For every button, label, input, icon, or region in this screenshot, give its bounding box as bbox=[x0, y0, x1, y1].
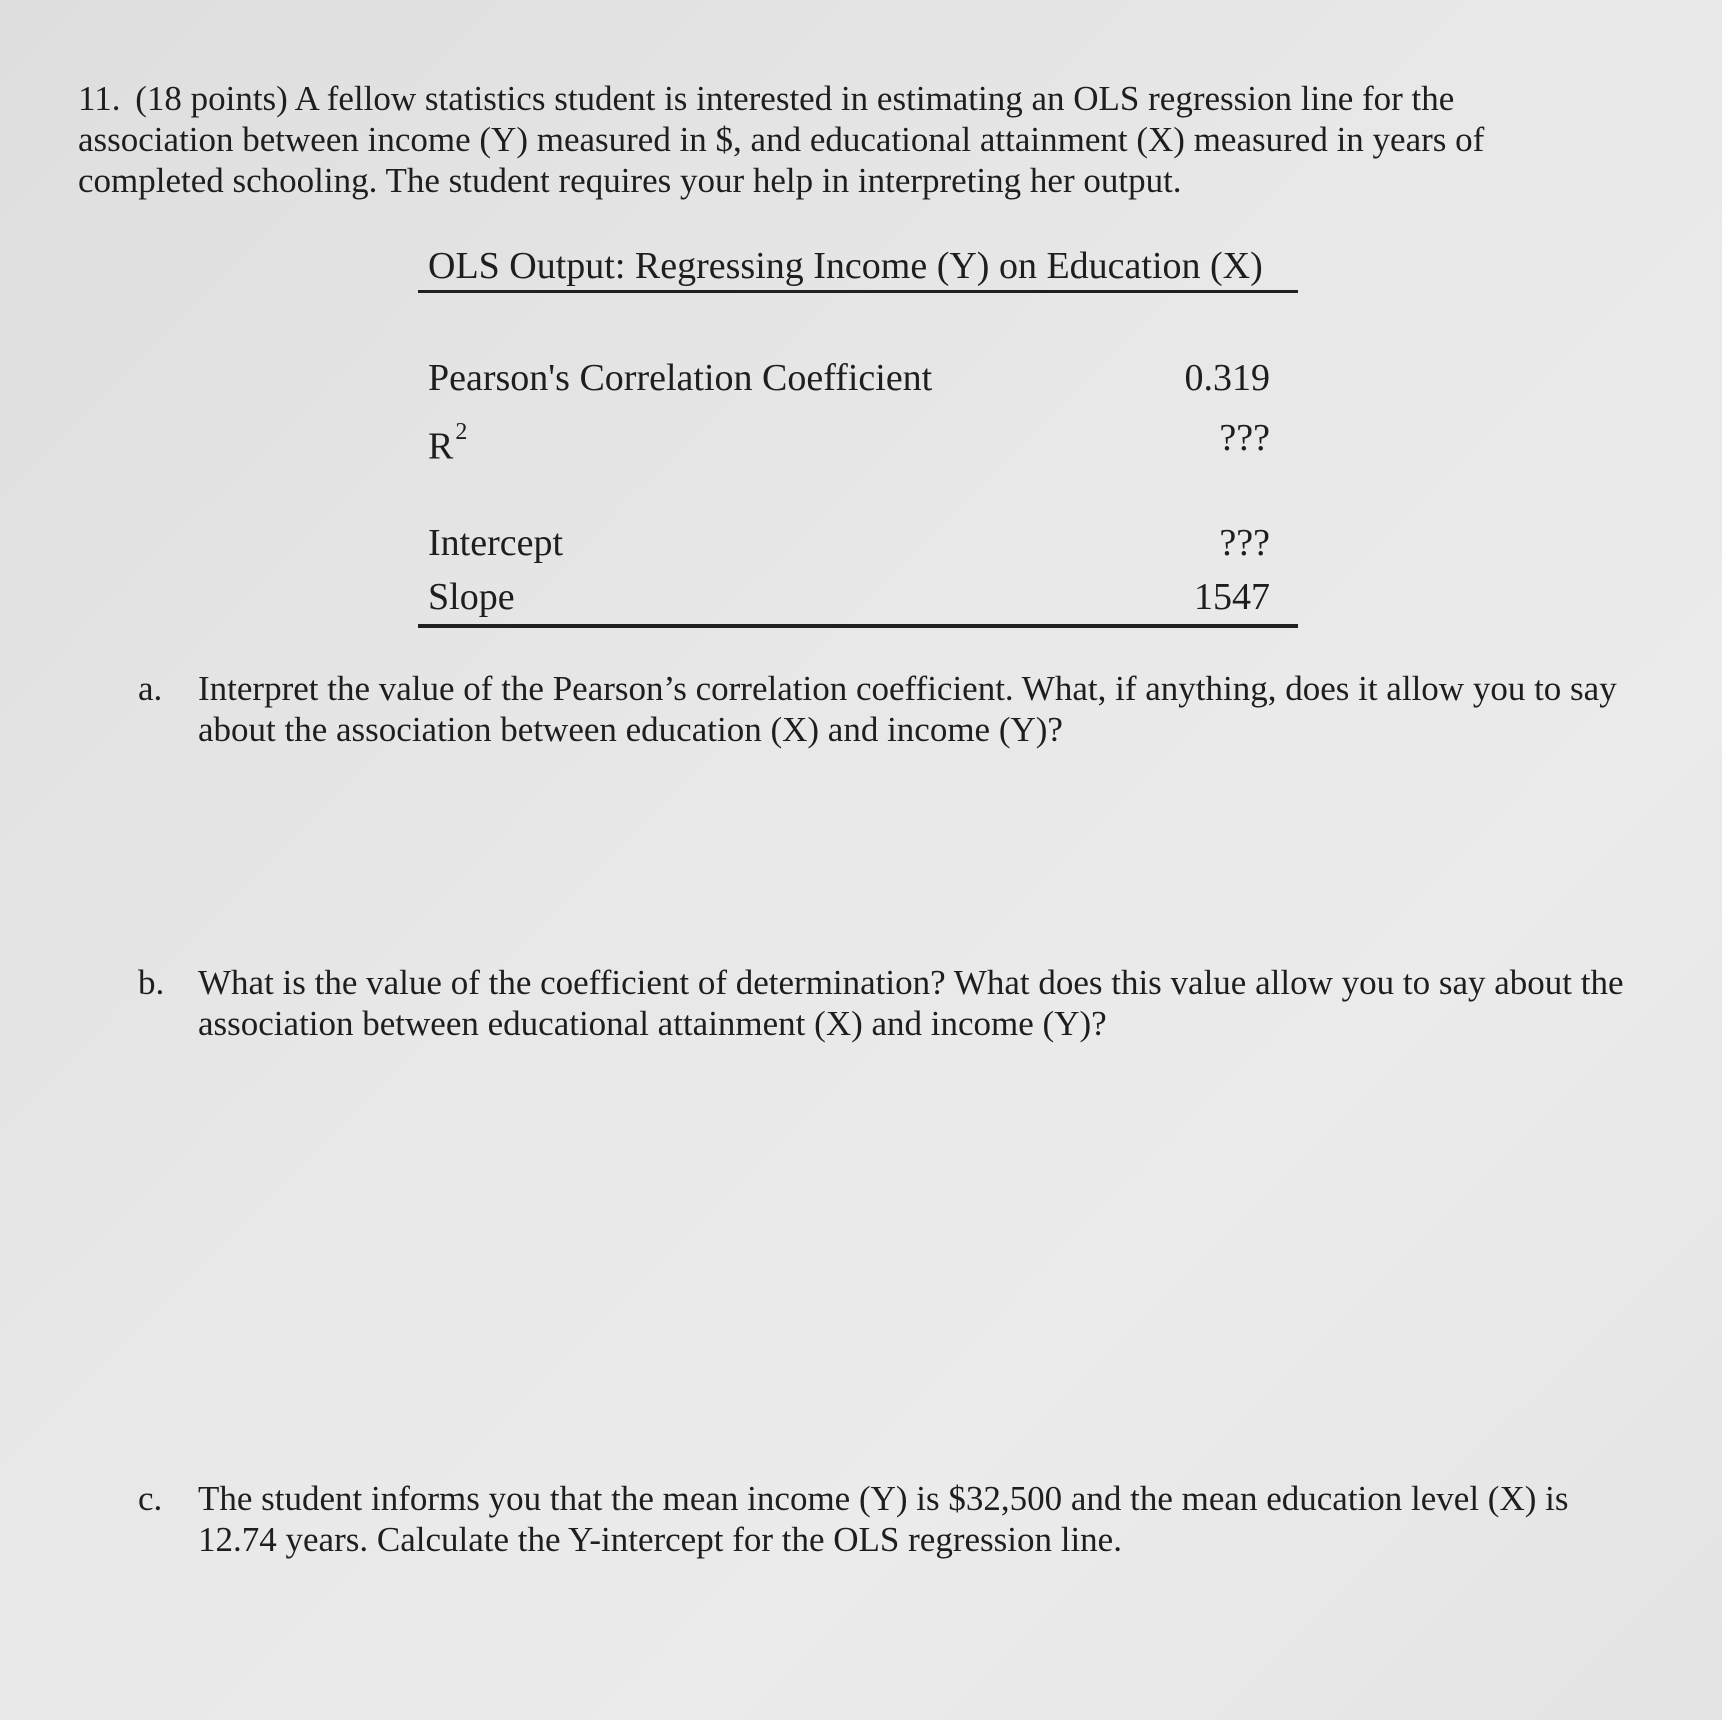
question-letter: c. bbox=[138, 1479, 163, 1518]
row-label: Slope bbox=[428, 576, 515, 618]
problem-text: (18 points) A fellow statistics student is interested in estimating an OLS regression line for the association between income (Y) measured in $, and educational attainment (X) measured in years of completed schooling. The student requires your help in interpreting her output. bbox=[78, 79, 1485, 200]
table-title: OLS Output: Regressing Income (Y) on Education (X) bbox=[428, 245, 1263, 287]
problem-statement bbox=[78, 78, 1598, 201]
row-value: ??? bbox=[1219, 522, 1270, 564]
question-text: What is the value of the coefficient of determination? What does this value allow you to say about the association between educational attainment (X) and income (Y)? bbox=[198, 963, 1624, 1043]
problem-number: 11. bbox=[78, 79, 121, 118]
row-value: 1547 bbox=[1194, 576, 1270, 618]
table-bottom-rule bbox=[418, 624, 1298, 628]
question-text: Interpret the value of the Pearson’s correlation coefficient. What, if anything, does it allow you to say about the association between education (X) and income (Y)? bbox=[198, 669, 1617, 749]
superscript-two: 2 bbox=[455, 419, 468, 445]
question-letter: a. bbox=[138, 669, 163, 708]
r-symbol: R bbox=[428, 425, 454, 468]
row-value: ??? bbox=[1219, 417, 1270, 459]
table-top-rule bbox=[418, 290, 1298, 293]
row-label: Intercept bbox=[428, 522, 564, 564]
row-value: 0.319 bbox=[1184, 357, 1270, 399]
question-text: The student informs you that the mean income (Y) is $32,500 and the mean education level (X) is 12.74 years. Calculate the Y-intercept for the OLS regression line. bbox=[198, 1479, 1569, 1559]
row-label bbox=[428, 415, 467, 470]
question-letter: b. bbox=[138, 963, 165, 1002]
row-label: Pearson's Correlation Coefficient bbox=[428, 357, 933, 399]
